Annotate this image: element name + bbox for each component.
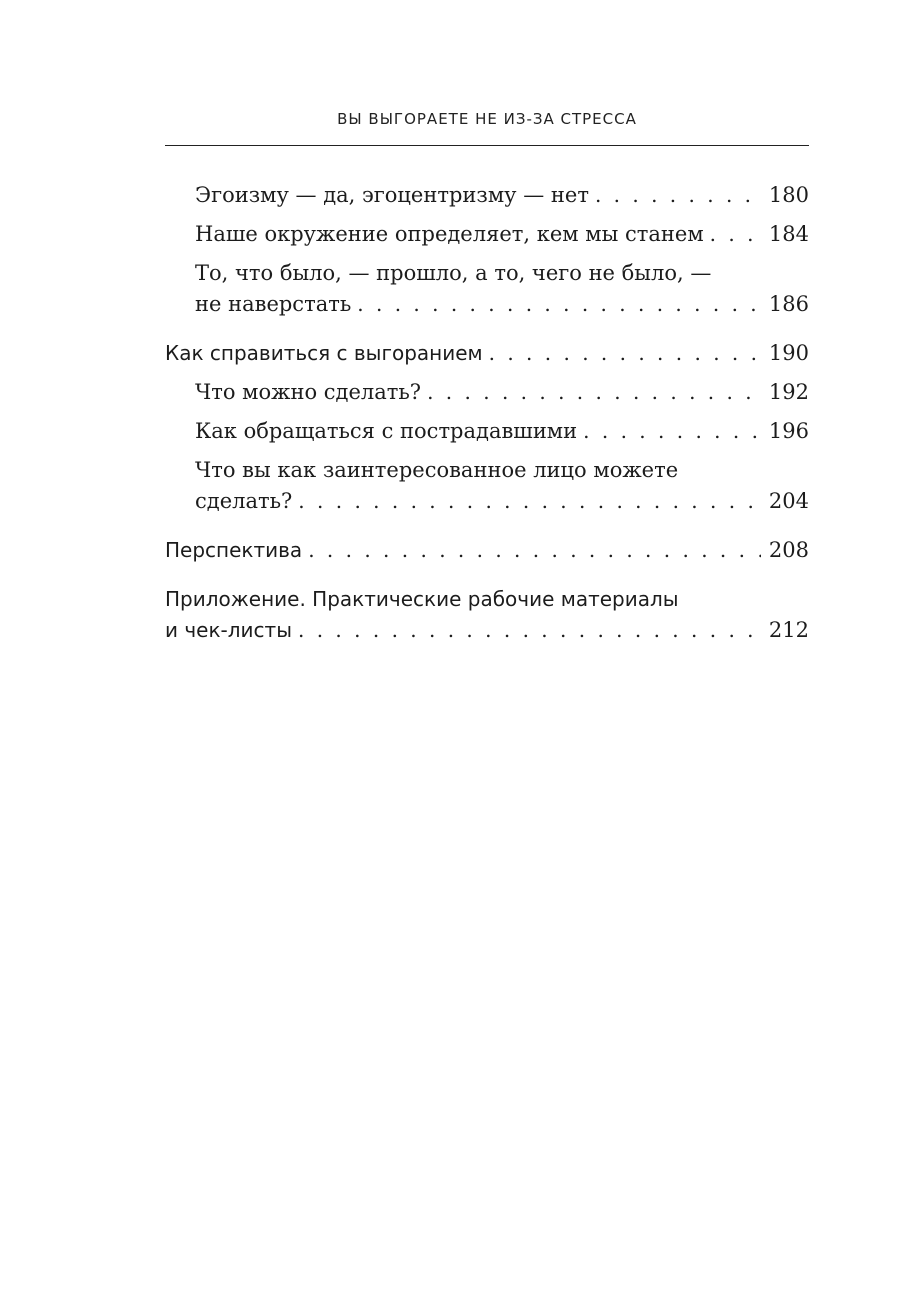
table-of-contents [165, 180, 809, 646]
toc-section-title-line1: Приложение. Практические рабочие материалы [165, 587, 679, 611]
toc-entry [165, 377, 809, 408]
toc-page-number: 192 [768, 380, 809, 404]
toc-entry-title-line1: То, что было, — прошло, а то, чего не было, — [195, 261, 712, 285]
dot-leader [595, 180, 761, 211]
toc-entry-title: Эгоизму — да, эгоцентризму — нет [195, 183, 589, 207]
toc-entry [165, 455, 809, 517]
toc-page-number: 186 [768, 292, 809, 316]
toc-entry-title: Что можно сделать? [195, 380, 422, 404]
toc-entry [165, 258, 809, 320]
toc-page-number: 184 [768, 222, 809, 246]
header-divider [165, 145, 809, 146]
toc-page-number: 204 [768, 489, 809, 513]
toc-entry-title: Как обращаться с пострадавшими [195, 419, 578, 443]
dot-leader [308, 535, 761, 566]
toc-page-number: 190 [768, 341, 809, 365]
running-header: ВЫ ВЫГОРАЕТЕ НЕ ИЗ-ЗА СТРЕССА [337, 110, 637, 128]
dot-leader [710, 219, 761, 250]
dot-leader [489, 338, 761, 369]
toc-page-number: 180 [768, 183, 809, 207]
dot-leader [298, 486, 761, 517]
toc-entry [165, 219, 809, 250]
toc-entry-title-line2: не наверстать [195, 292, 352, 316]
toc-section [165, 338, 809, 369]
dot-leader [427, 377, 761, 408]
toc-section-title: Перспектива [165, 538, 303, 562]
toc-section-title-line2: и чек-листы [165, 618, 292, 642]
toc-entry-title: Наше окружение определяет, кем мы станем [195, 222, 704, 246]
dot-leader [357, 289, 761, 320]
toc-page-number: 208 [768, 538, 809, 562]
toc-page-number: 196 [768, 419, 809, 443]
toc-section [165, 584, 809, 646]
toc-entry-title-line1: Что вы как заинтересованное лицо можете [195, 458, 679, 482]
toc-entry [165, 416, 809, 447]
toc-page-number: 212 [768, 618, 809, 642]
toc-section [165, 535, 809, 566]
toc-entry-title-line2: сделать? [195, 489, 293, 513]
dot-leader [298, 615, 761, 646]
toc-entry [165, 180, 809, 211]
toc-section-title: Как справиться с выгоранием [165, 341, 483, 365]
dot-leader [583, 416, 761, 447]
